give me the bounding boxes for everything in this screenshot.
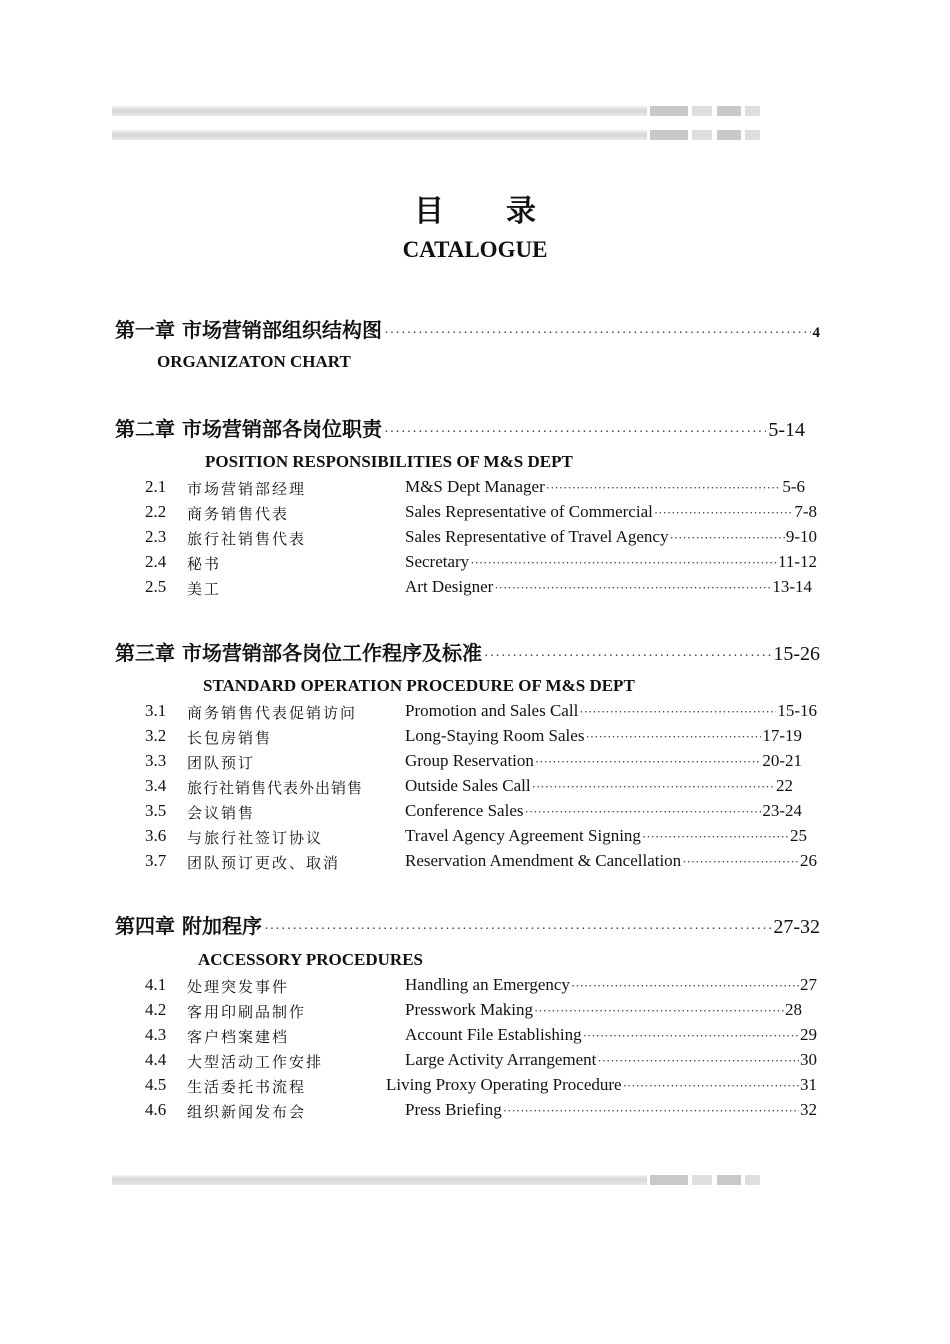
item-title-cn: 大型活动工作安排 bbox=[187, 1053, 324, 1071]
item-page: 23-24 bbox=[762, 801, 802, 820]
item-page: 17-19 bbox=[762, 726, 802, 745]
item-title-cn: 美工 bbox=[187, 580, 222, 598]
item-title-en: Presswork Making bbox=[405, 1000, 533, 1019]
chapter-label: 第二章 市场营销部各岗位职责 bbox=[115, 417, 382, 441]
list-item[interactable] bbox=[145, 1025, 820, 1049]
item-page: 32 bbox=[800, 1100, 817, 1119]
chapter-2-heading[interactable] bbox=[115, 413, 805, 442]
item-title-en: Secretary bbox=[405, 552, 470, 571]
dot-leader bbox=[384, 326, 811, 342]
item-title-cn: 组织新闻发布会 bbox=[187, 1103, 307, 1121]
dot-leader bbox=[669, 530, 784, 546]
item-title-cn: 长包房销售 bbox=[187, 729, 273, 747]
item-title-en: Conference Sales bbox=[405, 801, 524, 820]
item-title-cn: 商务销售代表促销访问 bbox=[187, 704, 358, 722]
item-title-cn: 会议销售 bbox=[187, 804, 256, 822]
item-title-cn: 团队预订 bbox=[187, 754, 256, 772]
item-title-en: Long-Staying Room Sales bbox=[405, 726, 585, 745]
dot-leader bbox=[682, 854, 799, 870]
dot-leader bbox=[571, 978, 799, 994]
item-number: 2.3 bbox=[145, 527, 167, 546]
item-page: 5-6 bbox=[782, 477, 805, 496]
item-entry-en bbox=[405, 1000, 802, 1020]
item-entry-en bbox=[405, 701, 817, 721]
header-band-1 bbox=[112, 106, 760, 116]
page-title-cn: 目录 bbox=[414, 194, 598, 229]
item-title-en: Press Briefing bbox=[405, 1100, 502, 1119]
chapter-3-heading[interactable] bbox=[115, 637, 820, 666]
chapter-1-heading[interactable] bbox=[115, 314, 820, 343]
item-title-cn: 旅行社销售代表 bbox=[187, 530, 307, 548]
dot-leader bbox=[583, 1028, 799, 1044]
item-title-en: M&S Dept Manager bbox=[405, 477, 545, 496]
item-number: 4.3 bbox=[145, 1025, 167, 1044]
item-entry-en bbox=[405, 776, 793, 796]
item-page: 28 bbox=[785, 1000, 802, 1019]
dot-leader bbox=[585, 729, 761, 745]
item-page: 30 bbox=[800, 1050, 817, 1069]
chapter-label: 第三章 市场营销部各岗位工作程序及标准 bbox=[115, 641, 482, 665]
dot-leader bbox=[534, 1003, 784, 1019]
item-title-en: Sales Representative of Commercial bbox=[405, 502, 653, 521]
item-title-en: Outside Sales Call bbox=[405, 776, 531, 795]
item-number: 3.2 bbox=[145, 726, 167, 745]
item-page: 25 bbox=[790, 826, 807, 845]
item-title-cn: 商务销售代表 bbox=[187, 505, 290, 523]
item-entry-en bbox=[405, 502, 817, 522]
item-page: 15-16 bbox=[777, 701, 817, 720]
list-item[interactable] bbox=[145, 851, 820, 875]
item-title-cn: 秘书 bbox=[187, 555, 222, 573]
item-number: 2.5 bbox=[145, 577, 167, 596]
list-item[interactable] bbox=[145, 801, 805, 825]
item-number: 3.7 bbox=[145, 851, 167, 870]
item-number: 2.4 bbox=[145, 552, 167, 571]
item-title-en: Reservation Amendment & Cancellation bbox=[405, 851, 682, 870]
list-item[interactable] bbox=[145, 975, 820, 999]
dot-leader bbox=[264, 922, 771, 938]
item-entry-en bbox=[405, 1025, 817, 1045]
item-title-en: Promotion and Sales Call bbox=[405, 701, 579, 720]
dot-leader bbox=[524, 804, 761, 820]
item-title-cn: 市场营销部经理 bbox=[187, 480, 307, 498]
item-entry-en bbox=[405, 751, 802, 771]
chapter-4-heading[interactable] bbox=[115, 910, 820, 939]
dot-leader bbox=[546, 480, 782, 496]
item-number: 3.6 bbox=[145, 826, 167, 845]
list-item[interactable] bbox=[145, 1100, 820, 1124]
item-title-cn: 与旅行社签订协议 bbox=[187, 829, 324, 847]
item-page: 7-8 bbox=[794, 502, 817, 521]
item-entry-en bbox=[405, 975, 817, 995]
item-number: 4.2 bbox=[145, 1000, 167, 1019]
list-item[interactable] bbox=[145, 826, 810, 850]
list-item[interactable] bbox=[145, 577, 815, 601]
item-entry-en bbox=[405, 527, 817, 547]
item-page: 11-12 bbox=[777, 552, 817, 571]
dot-leader bbox=[484, 649, 771, 665]
dot-leader bbox=[494, 580, 771, 596]
item-title-en: Art Designer bbox=[405, 577, 494, 596]
item-title-cn: 处理突发事件 bbox=[187, 978, 290, 996]
item-title-en: Group Reservation bbox=[405, 751, 534, 770]
header-band-2 bbox=[112, 130, 760, 140]
item-title-en: Sales Representative of Travel Agency bbox=[405, 527, 669, 546]
list-item[interactable] bbox=[145, 776, 796, 800]
item-title-cn: 客户档案建档 bbox=[187, 1028, 290, 1046]
chapter-page: 27-32 bbox=[773, 916, 820, 938]
dot-leader bbox=[654, 505, 793, 521]
item-entry-en bbox=[405, 801, 802, 821]
dot-leader bbox=[532, 779, 775, 795]
item-page: 31 bbox=[800, 1075, 817, 1094]
item-entry-en bbox=[405, 851, 817, 871]
item-title-en: Travel Agency Agreement Signing bbox=[405, 826, 641, 845]
item-page: 22 bbox=[776, 776, 793, 795]
item-number: 2.1 bbox=[145, 477, 167, 496]
list-item[interactable] bbox=[145, 751, 805, 775]
item-entry-en bbox=[405, 577, 812, 597]
chapter-page: 4 bbox=[812, 325, 820, 341]
item-entry-en bbox=[405, 552, 817, 572]
item-page: 9-10 bbox=[785, 527, 817, 546]
item-title-en: Living Proxy Operating Procedure bbox=[386, 1075, 622, 1094]
dot-leader bbox=[384, 425, 766, 441]
dot-leader bbox=[623, 1078, 799, 1094]
item-title-cn: 客用印刷品制作 bbox=[187, 1003, 307, 1021]
list-item[interactable] bbox=[145, 1000, 805, 1024]
item-page: 20-21 bbox=[762, 751, 802, 770]
list-item[interactable] bbox=[145, 502, 820, 526]
chapter-label: 第一章 市场营销部组织结构图 bbox=[115, 318, 382, 342]
list-item[interactable] bbox=[145, 552, 820, 576]
list-item[interactable] bbox=[145, 477, 808, 501]
item-title-en: Account File Establishing bbox=[405, 1025, 582, 1044]
item-number: 2.2 bbox=[145, 502, 167, 521]
chapter-1-subtitle: ORGANIZATON CHART bbox=[157, 352, 351, 371]
item-number: 4.4 bbox=[145, 1050, 167, 1069]
list-item[interactable] bbox=[145, 1075, 820, 1099]
item-entry-en bbox=[405, 726, 802, 746]
item-number: 3.4 bbox=[145, 776, 167, 795]
item-number: 4.1 bbox=[145, 975, 167, 994]
list-item[interactable] bbox=[145, 701, 820, 725]
chapter-label: 第四章 附加程序 bbox=[115, 914, 262, 938]
item-entry-en bbox=[405, 477, 805, 497]
item-number: 3.1 bbox=[145, 701, 167, 720]
item-number: 3.5 bbox=[145, 801, 167, 820]
chapter-4-subtitle: ACCESSORY PROCEDURES bbox=[198, 950, 424, 969]
item-page: 27 bbox=[800, 975, 817, 994]
page-title-en: CATALOGUE bbox=[402, 237, 548, 262]
item-entry-en bbox=[405, 1050, 817, 1070]
chapter-page: 5-14 bbox=[768, 419, 805, 441]
item-entry-en bbox=[386, 1075, 817, 1095]
chapter-2-subtitle: POSITION RESPONSIBILITIES OF M&S DEPT bbox=[205, 452, 573, 471]
item-title-en: Large Activity Arrangement bbox=[405, 1050, 597, 1069]
list-item[interactable] bbox=[145, 726, 805, 750]
item-page: 13-14 bbox=[772, 577, 812, 596]
list-item[interactable] bbox=[145, 527, 820, 551]
item-number: 3.3 bbox=[145, 751, 167, 770]
item-title-en: Handling an Emergency bbox=[405, 975, 570, 994]
dot-leader bbox=[642, 829, 789, 845]
dot-leader bbox=[503, 1103, 799, 1119]
dot-leader bbox=[597, 1053, 799, 1069]
item-title-cn: 团队预订更改、取消 bbox=[187, 854, 341, 872]
item-number: 4.6 bbox=[145, 1100, 167, 1119]
dot-leader bbox=[470, 555, 777, 571]
chapter-3-subtitle: STANDARD OPERATION PROCEDURE OF M&S DEPT bbox=[203, 676, 635, 695]
dot-leader bbox=[579, 704, 776, 720]
dot-leader bbox=[535, 754, 761, 770]
item-entry-en bbox=[405, 826, 807, 846]
footer-band bbox=[112, 1175, 760, 1185]
item-page: 26 bbox=[800, 851, 817, 870]
item-page: 29 bbox=[800, 1025, 817, 1044]
item-title-cn: 旅行社销售代表外出销售 bbox=[187, 779, 364, 797]
item-title-cn: 生活委托书流程 bbox=[187, 1078, 307, 1096]
item-number: 4.5 bbox=[145, 1075, 167, 1094]
list-item[interactable] bbox=[145, 1050, 820, 1074]
item-entry-en bbox=[405, 1100, 817, 1120]
chapter-page: 15-26 bbox=[773, 643, 820, 665]
